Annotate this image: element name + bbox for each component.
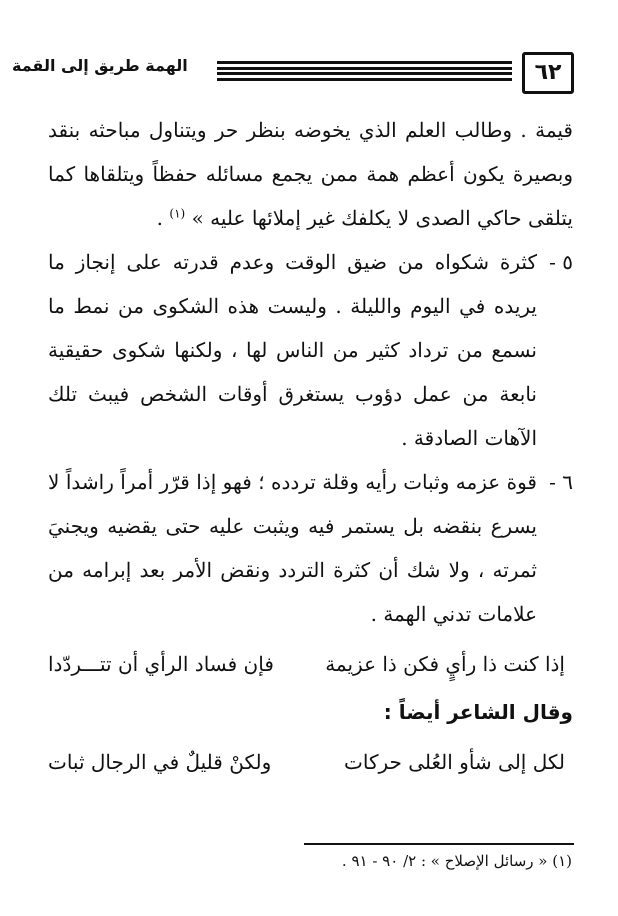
verse-first-hemistich: لكل إلى شأو العُلى حركات [344, 750, 565, 774]
intro-end: . [156, 206, 164, 230]
verse-line [48, 740, 573, 784]
verse-second-hemistich: ولكنْ قليلٌ في الرجال ثبات [48, 750, 272, 774]
footnote: (١) « رسائل الإصلاح » : ٢/ ٩٠ - ٩١ . [341, 852, 572, 870]
body-text [48, 108, 573, 784]
running-title: الهمة طريق إلى القمة [12, 56, 188, 75]
footnote-divider [304, 843, 574, 845]
verse-line [48, 642, 573, 686]
list-item-number: ٦ - [549, 470, 573, 494]
intro-text: قيمة . وطالب العلم الذي يخوضه بنظر حر ويتناول مباحثه بنقد وبصيرة يكون أعظم همة ممن يجمع مسائله حفظاً ويتلقاها كما يتلقى حاكي الصدى لا يكلفك غير إملائها عليه » [48, 118, 573, 230]
page-header [12, 52, 574, 92]
verse-second-hemistich: فإن فساد الرأي أن تتـــردّدا [48, 652, 274, 676]
intro-paragraph [48, 108, 573, 240]
poet-intro: وقال الشاعر أيضاً : [383, 700, 573, 724]
list-item [48, 460, 573, 636]
list-item-text: كثرة شكواه من ضيق الوقت وعدم قدرته على إنجاز ما يريده في اليوم والليلة . وليست هذه الشكوى من نمط ما نسمع من ترداد كثير من الناس لها ، ولكنها شكوى حقيقية نابعة من عمل دؤوب يستغرق أوقات الشخص فيبث تلك الآهات الصادقة . [48, 250, 537, 450]
list-item-text: قوة عزمه وثبات رأيه وقلة تردده ؛ فهو إذا قرّر أمراً راشداً لا يسرع بنقضه بل يستمر فيه ويثبت عليه حتى يقضيه ويجنيَ ثمرته ، ولا شك أن كثرة التردد ونقض الأمر بعد إبرامه من علامات تدني الهمة . [48, 470, 537, 626]
page-number: ٦٢ [522, 52, 574, 94]
header-rule [217, 61, 512, 81]
list-item-number: ٥ - [549, 250, 573, 274]
verse-first-hemistich: إذا كنت ذا رأيٍ فكن ذا عزيمة [325, 652, 565, 676]
list-item [48, 240, 573, 460]
footnote-ref: (١) [169, 206, 186, 221]
